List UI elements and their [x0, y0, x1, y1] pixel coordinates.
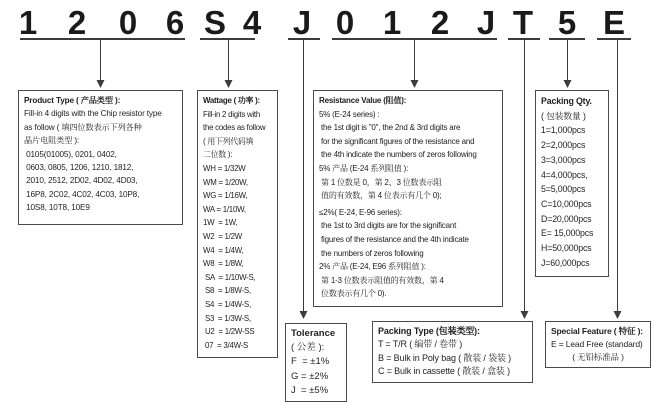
product-type-line: 2010, 2512, 2D02, 4D02, 4D03, — [24, 176, 138, 186]
packing-type-lines — [378, 338, 527, 378]
down-arrow-icon — [224, 80, 232, 88]
product-type-line: 10S8, 10T8, 10E9 — [24, 203, 90, 213]
part-number-char: 5 — [557, 4, 577, 41]
packing-qty-title: Packing Qty. — [541, 96, 592, 106]
wattage-line: WH = 1/32W — [203, 163, 246, 173]
tolerance-line: G = ±2% — [291, 370, 329, 382]
connector-line-product-type — [100, 39, 101, 80]
part-number-char: 0 — [118, 4, 138, 41]
resistance-value-line: 第 1-3 位数表示阻值的有效数，第 4 — [319, 275, 444, 285]
resistance-value-line: the numbers of zeros following — [319, 248, 424, 258]
wattage-line: W4 = 1/4W, — [203, 245, 244, 255]
resistance-value-line: ≤2%( E-24, E-96 series): — [319, 207, 402, 217]
packing-type-line: T = T/R ( 编带 / 卷带 ) — [378, 339, 463, 350]
wattage-line: WM = 1/20W, — [203, 177, 248, 187]
wattage-line: 二位数 ): — [203, 150, 233, 160]
connector-line-tolerance — [303, 39, 304, 311]
tolerance-box — [285, 323, 347, 402]
product-type-box — [18, 90, 183, 225]
resistance-value-line: for the significant figures of the resistance and — [319, 136, 475, 146]
packing-qty-line: C=10,000pcs — [541, 198, 592, 209]
packing-qty-line: J=60,000pcs — [541, 257, 590, 268]
part-number-char: 6 — [165, 4, 185, 41]
group-underline-special-feature — [597, 38, 631, 40]
packing-qty-box — [535, 90, 609, 277]
tolerance-line: J = ±5% — [291, 384, 329, 396]
down-arrow-icon — [410, 80, 418, 88]
wattage-title: Wattage ( 功率 ): — [203, 96, 260, 105]
wattage-line: W2 = 1/2W — [203, 231, 242, 241]
part-number-char: 1 — [18, 4, 38, 41]
resistance-value-line: the 4th indicate the numbers of zeros following — [319, 150, 477, 160]
resistance-value-line: 位数表示有几个 0). — [319, 289, 387, 299]
resistance-value-line: 5% (E-24 series) : — [319, 109, 380, 119]
part-number-char: 4 — [242, 4, 262, 41]
down-arrow-icon — [299, 311, 307, 319]
resistance-value-line: 第 1 位数是 0，第 2、3 位数表示阻 — [319, 177, 442, 187]
special-feature-box — [545, 321, 651, 368]
connector-line-packing-type — [524, 39, 525, 311]
special-feature-title: Special Feature ( 特征 ): — [551, 326, 643, 336]
tolerance-title: Tolerance — [291, 328, 336, 339]
wattage-line: 1W = 1W, — [203, 218, 238, 228]
packing-qty-line: H=50,000pcs — [541, 243, 592, 254]
wattage-line: S4 = 1/4W-S, — [203, 299, 251, 309]
part-number-char: 1 — [382, 4, 402, 41]
product-type-line: Fill-in 4 digits with the Chip resistor type — [24, 109, 162, 119]
resistance-value-line: figures of the resistance and the 4th indicate — [319, 234, 469, 244]
part-number-char: J — [476, 4, 496, 41]
special-feature-line: ( 无铅标准品 ) — [572, 352, 624, 362]
tolerance-lines — [291, 341, 341, 398]
wattage-line: ( 用下列代码填 — [203, 136, 254, 146]
packing-type-title: Packing Type (包装类型): — [378, 326, 480, 336]
resistance-value-line: 5% 产品 (E-24 系列阻值 ): — [319, 163, 409, 173]
part-number-char: 2 — [430, 4, 450, 41]
resistance-value-section-5pct — [319, 108, 497, 203]
part-number-char: E — [602, 4, 626, 41]
resistance-value-title: Resistance Value (阻值): — [319, 96, 407, 105]
product-type-line: 0105(01005), 0201, 0402, — [24, 149, 117, 159]
packing-qty-line: E= 15,000pcs — [541, 228, 594, 239]
connector-line-special-feature — [617, 39, 618, 311]
packing-qty-line: ( 包装数量 ) — [541, 110, 586, 121]
packing-qty-line: 2=2,000pcs — [541, 140, 586, 151]
tolerance-line: F = ±1% — [291, 356, 330, 368]
wattage-line: S8 = 1/8W-S, — [203, 286, 251, 296]
special-feature-line: E = Lead Free (standard) — [551, 339, 643, 349]
tolerance-line: ( 公差 ): — [291, 342, 325, 354]
resistance-value-line: the 1st digit is "0", the 2nd & 3rd digits are — [319, 123, 461, 133]
wattage-lines — [203, 108, 272, 353]
connector-line-resistance — [414, 39, 415, 80]
part-number-char: T — [512, 4, 534, 41]
group-underline-tolerance — [288, 38, 320, 40]
resistance-value-box — [313, 90, 503, 307]
resistance-value-line: the 1st to 3rd digits are for the significant — [319, 221, 457, 231]
wattage-line: 07 = 3/4W-S — [203, 340, 249, 350]
packing-qty-line: D=20,000pcs — [541, 213, 592, 224]
packing-qty-line: 4=4,000pcs, — [541, 169, 588, 180]
product-type-line: 0603, 0805, 1206, 1210, 1812, — [24, 163, 134, 173]
group-underline-product-type — [20, 38, 185, 40]
special-feature-lines — [551, 338, 645, 364]
resistance-value-section-2pct — [319, 206, 497, 301]
packing-type-line: C = Bulk in cassette ( 散装 / 盒装 ) — [378, 366, 510, 377]
wattage-line: U2 = 1/2W-SS — [203, 327, 255, 337]
wattage-box — [197, 90, 278, 358]
packing-type-line: B = Bulk in Poly bag ( 散装 / 袋装 ) — [378, 352, 511, 363]
down-arrow-icon — [613, 311, 621, 319]
wattage-line: Fill-in 2 digits with — [203, 109, 261, 119]
packing-qty-lines — [541, 109, 603, 271]
wattage-line: S3 = 1/3W-S, — [203, 313, 251, 323]
product-type-lines — [24, 107, 177, 214]
connector-line-packing-qty — [567, 39, 568, 80]
down-arrow-icon — [520, 311, 528, 319]
wattage-line: WG = 1/16W, — [203, 191, 248, 201]
packing-qty-line: 1=1,000pcs — [541, 125, 586, 136]
part-number-char: 0 — [335, 4, 355, 41]
wattage-line: W8 = 1/8W, — [203, 259, 244, 269]
product-type-line: 晶片电阻类型 ): — [24, 136, 80, 146]
down-arrow-icon — [96, 80, 104, 88]
wattage-line: the codes as follow — [203, 123, 266, 133]
product-type-line: as follow ( 填四位数表示下列各种 — [24, 122, 142, 132]
product-type-line: 16P8, 2C02, 4C02, 4C03, 10P8, — [24, 189, 140, 199]
product-type-title: Product Type ( 产品类型 ): — [24, 96, 121, 105]
resistance-value-line: 值的有效数，第 4 位表示有几个 0); — [319, 191, 442, 201]
resistance-value-line: 2% 产品 (E-24, E96 系列阻值 ): — [319, 262, 426, 272]
packing-type-box — [372, 321, 533, 383]
packing-qty-line: 3=3,000pcs — [541, 154, 586, 165]
part-number-char: 2 — [67, 4, 87, 41]
connector-line-wattage — [228, 39, 229, 80]
packing-qty-line: 5=5,000pcs — [541, 184, 586, 195]
wattage-line: SA = 1/10W-S, — [203, 272, 256, 282]
part-number-char: S — [203, 4, 227, 41]
down-arrow-icon — [563, 80, 571, 88]
part-number-char: J — [292, 4, 312, 41]
wattage-line: WA = 1/10W, — [203, 204, 246, 214]
